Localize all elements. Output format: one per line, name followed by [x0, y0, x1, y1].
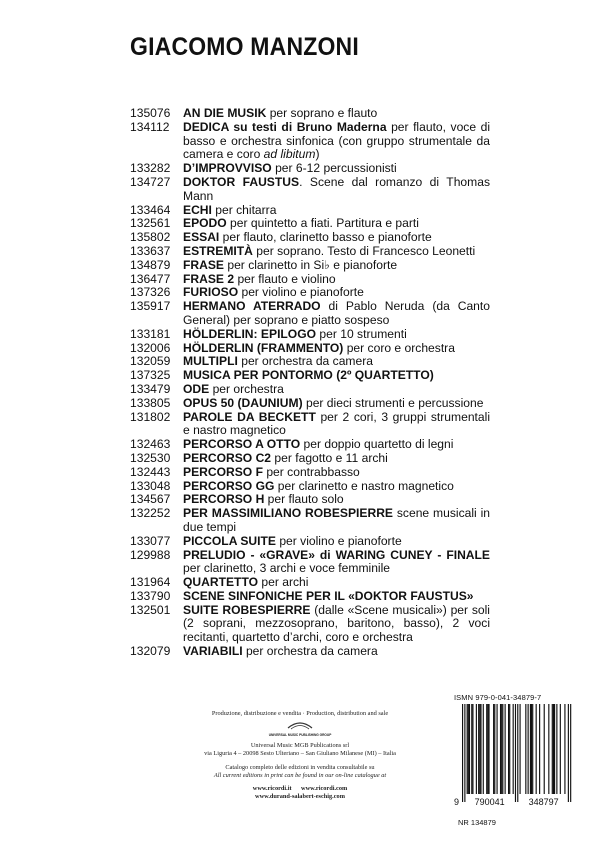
catalog-number: 132463: [130, 437, 171, 452]
catalog-description: [183, 328, 490, 342]
barcode-bar: [570, 704, 571, 802]
catalog-entry: [130, 493, 490, 507]
work-title: FRASE: [183, 257, 224, 272]
work-details: di Pablo Neruda (da Canto General) per soprano e piatto sospeso: [183, 299, 490, 327]
barcode-bar: [468, 704, 469, 794]
catalog-entry: [130, 397, 490, 411]
work-title: HÖLDERLIN (FRAMMENTO): [183, 340, 344, 355]
catalog-entry: [130, 259, 490, 273]
work-details-end: ): [315, 147, 320, 162]
ismn-label: ISMN 979-0-041-34879-7: [454, 693, 542, 702]
work-details: per fagotto e 11 archi: [271, 450, 388, 465]
barcode-bar: [517, 704, 518, 802]
barcode-bar: [531, 704, 532, 794]
catalog-entry: [130, 300, 490, 328]
barcode-bar: [530, 704, 531, 794]
work-details: per soprano. Testo di Francesco Leonetti: [252, 243, 476, 258]
catalog-entry: [130, 645, 490, 659]
barcode-bar: [494, 704, 495, 794]
url-durand[interactable]: www.durand-salabert-eschig.com: [255, 793, 345, 801]
barcode-bar: [548, 704, 549, 794]
catalog-entry: [130, 369, 490, 383]
catalog-entry: [130, 286, 490, 300]
catalog-description: [183, 645, 490, 659]
catalog-number: 134112: [130, 119, 170, 134]
barcode-bar: [525, 704, 526, 794]
barcode-bar: [528, 704, 529, 794]
catalog-description: [183, 286, 490, 300]
barcode-bar: [487, 704, 488, 794]
catalog-number: 133479: [130, 381, 171, 396]
catalog-entry: [130, 535, 490, 549]
catalog-description: [183, 300, 490, 328]
barcode-bar: [502, 704, 503, 794]
nr-label: NR 134879: [458, 818, 496, 827]
catalog-entry: [130, 355, 490, 369]
work-title: MUSICA PER PONTORMO (2º QUARTETTO): [183, 368, 434, 383]
catalog-entry: [130, 383, 490, 397]
catalog-number: 132006: [130, 340, 171, 355]
catalog-description: [183, 590, 490, 604]
work-details: per 6-12 percussionisti: [271, 161, 397, 176]
work-details: per dieci strumenti e percussione: [302, 395, 484, 410]
work-title: PERCORSO A OTTO: [183, 437, 301, 452]
work-title: OPUS 50 (DAUNIUM): [183, 395, 303, 410]
catalog-number: 134879: [130, 257, 171, 272]
work-title: DOKTOR FAUSTUS: [183, 174, 300, 189]
catalog-description: [183, 121, 490, 162]
logo-text: UNIVERSAL MUSIC PUBLISHING GROUP: [268, 733, 332, 737]
barcode-bar: [471, 704, 472, 794]
barcode-bar: [480, 704, 481, 794]
work-title: SCENE SINFONICHE PER IL «DOKTOR FAUSTUS»: [183, 588, 474, 603]
url-ricordi-com[interactable]: www.ricordi.com: [301, 785, 348, 793]
barcode-bar: [479, 704, 480, 794]
catalog-description: [183, 355, 490, 369]
barcode-bar: [464, 704, 465, 802]
catalog-list: [130, 107, 490, 659]
catalog-description: [183, 231, 490, 245]
catalog-description: [183, 162, 490, 176]
catalog-number: 132059: [130, 354, 171, 369]
barcode-bar: [564, 704, 565, 794]
barcode-bar: [469, 704, 470, 794]
work-title: ECHI: [183, 202, 212, 217]
work-details: per clarinetto in Si♭ e pianoforte: [224, 257, 398, 272]
work-details: per clarinetto, 3 archi e voce femminile: [183, 561, 391, 576]
catalog-number: 133048: [130, 478, 171, 493]
work-title: HÖLDERLIN: EPILOGO: [183, 326, 317, 341]
work-title: PICCOLA SUITE: [183, 533, 276, 548]
work-title: PERCORSO C2: [183, 450, 272, 465]
work-title: PER MASSIMILIANO ROBESPIERRE: [183, 506, 394, 521]
barcode-bar: [488, 704, 489, 794]
work-title: FRASE 2: [183, 271, 235, 286]
work-details: per violino e pianoforte: [275, 533, 402, 548]
catalog-number: 131802: [130, 409, 171, 424]
catalog-number: 133181: [130, 326, 171, 341]
barcode-bar: [467, 704, 468, 794]
catalog-description: [183, 535, 490, 549]
work-details: per doppio quartetto di legni: [300, 437, 454, 452]
barcode-block: [450, 693, 585, 808]
work-title: D’IMPROVVISO: [183, 161, 272, 176]
work-details: . Scene dal romanzo di Thomas Mann: [183, 174, 490, 203]
catalog-entry: [130, 604, 490, 645]
barcode-bar: [497, 704, 498, 794]
barcode-bar: [515, 704, 516, 802]
composer-name: GIACOMO MANZONI: [130, 33, 359, 61]
catalog-number: 132561: [130, 216, 171, 231]
work-title: FURIOSO: [183, 285, 239, 300]
catalog-number: 133790: [130, 588, 171, 603]
catalog-entry: [130, 231, 490, 245]
catalog-description: [183, 369, 490, 383]
work-title: DEDICA su testi di Bruno Maderna: [183, 119, 387, 134]
catalog-number: 132530: [130, 450, 171, 465]
work-title: QUARTETTO: [183, 575, 259, 590]
catalog-entry: [130, 438, 490, 452]
catalog-description: [183, 107, 490, 121]
catalog-entry: [130, 576, 490, 590]
catalog-number: 136477: [130, 271, 171, 286]
catalog-entry: [130, 411, 490, 439]
barcode-bar: [486, 704, 487, 794]
barcode-bar: [568, 704, 569, 802]
catalog-entry: [130, 549, 490, 577]
catalog-number: 134567: [130, 492, 171, 507]
work-details: per contrabbasso: [262, 464, 360, 479]
work-details: per orchestra: [209, 381, 284, 396]
svg-text:348797: 348797: [528, 797, 559, 807]
work-details-italic: ad libitum: [263, 147, 316, 162]
work-title: ESSAI: [183, 230, 220, 245]
work-details: per chitarra: [211, 202, 277, 217]
catalog-number: 135802: [130, 230, 171, 245]
catalog-entry: [130, 480, 490, 494]
catalog-number: 133637: [130, 243, 171, 258]
work-details: per quintetto a fiati. Partitura e parti: [226, 216, 419, 231]
catalog-number: 132252: [130, 506, 171, 521]
catalog-description: [183, 383, 490, 397]
catalog-description: [183, 176, 490, 204]
work-details: per clarinetto e nastro magnetico: [274, 478, 454, 493]
production-line: Produzione, distribuzione e vendita · Production, distribution and sale: [211, 710, 389, 717]
work-details: scene musicali in due tempi: [183, 506, 490, 534]
work-title: PAROLE DA BECKETT: [183, 409, 316, 424]
work-details: per flauto solo: [264, 492, 344, 507]
catalog-entry: [130, 328, 490, 342]
barcode-bar: [552, 704, 553, 794]
work-details: (dalle «Scene musicali») per soli (2 soprani, mezzosoprano, baritono, basso), 2 voci recitanti, quartetto d’archi, coro e orchestra: [183, 602, 490, 645]
work-title: MULTIPLI: [183, 354, 238, 369]
catalog-description: [183, 438, 490, 452]
catalog-number: 132443: [130, 464, 171, 479]
work-details: per flauto e violino: [234, 271, 336, 286]
work-details: per orchestra da camera: [242, 644, 378, 659]
barcode-bar: [556, 704, 557, 794]
barcode-bar: [462, 704, 463, 802]
catalog-number: 133464: [130, 202, 171, 217]
catalog-number: 132501: [130, 602, 171, 617]
publisher-address: via Liguria 4 – 20098 Sesto Ulteriano – San Giuliano Milanese (MI) – Italia: [204, 750, 396, 758]
work-details: per flauto, clarinetto basso e pianoforte: [219, 230, 432, 245]
catalog-entry: [130, 162, 490, 176]
publisher-name: Universal Music MGB Publications srl: [250, 742, 350, 750]
catalog-number: 133282: [130, 161, 171, 176]
catalog-number: 133077: [130, 533, 171, 548]
catalog-description: [183, 245, 490, 259]
barcode-bar: [476, 704, 477, 794]
barcode-bar: [505, 704, 506, 794]
barcode-bar: [554, 704, 555, 794]
work-details: per flauto, voce di basso e orchestra sinfonica (con gruppo strumentale da camera e coro: [183, 119, 491, 162]
barcode-bar: [532, 704, 533, 794]
catalog-description: [183, 342, 490, 356]
url-ricordi-it[interactable]: www.ricordi.it: [252, 785, 292, 793]
work-title: AN DIE MUSIK: [183, 106, 267, 120]
catalog-description: [183, 452, 490, 466]
work-details: per archi: [258, 575, 309, 590]
catalog-description: [183, 507, 490, 535]
catalog-description: [183, 259, 490, 273]
publisher-footer: [170, 710, 430, 801]
catalog-number: 137325: [130, 368, 171, 383]
work-title: SUITE ROBESPIERRE: [183, 602, 311, 617]
catalog-entry: [130, 176, 490, 204]
work-details: per soprano e flauto: [266, 106, 378, 120]
barcode-bar: [472, 704, 473, 794]
catalog-description: [183, 204, 490, 218]
barcode-bar: [509, 704, 510, 794]
catalog-entry: [130, 452, 490, 466]
catalog-entry: [130, 273, 490, 287]
catalog-note-it: Catalogo completo delle edizioni in vendita consultabile su: [225, 763, 375, 771]
work-details: per orchestra da camera: [237, 354, 373, 369]
catalog-description: [183, 549, 490, 577]
svg-text:9: 9: [454, 797, 460, 807]
barcode-bar: [500, 704, 501, 794]
catalog-number: 132079: [130, 644, 171, 659]
catalog-note-en: All current editions in print can be found in our on-line catalogue at: [213, 771, 387, 779]
work-details: per 2 cori, 3 gruppi strumentali e nastro magnetico: [183, 409, 491, 438]
barcode-bar: [501, 704, 502, 794]
catalog-description: [183, 397, 490, 411]
catalog-entry: [130, 107, 490, 121]
catalog-description: [183, 576, 490, 590]
barcode-bar: [520, 704, 521, 794]
catalog-entry: [130, 217, 490, 231]
catalog-entry: [130, 507, 490, 535]
work-title: PERCORSO F: [183, 464, 263, 479]
catalog-description: [183, 604, 490, 645]
catalog-entry: [130, 121, 490, 162]
catalog-description: [183, 480, 490, 494]
catalog-number: 133805: [130, 395, 171, 410]
catalog-entry: [130, 342, 490, 356]
barcode-bar: [478, 704, 479, 794]
catalog-number: 137326: [130, 285, 171, 300]
work-details: per violino e pianoforte: [238, 285, 364, 300]
barcode-bar: [536, 704, 537, 794]
barcode-bar: [513, 704, 514, 794]
catalog-number: 129988: [130, 547, 171, 562]
barcode-bar: [560, 704, 561, 794]
catalog-description: [183, 466, 490, 480]
work-title: HERMANO ATERRADO: [183, 299, 321, 314]
catalog-number: 135917: [130, 299, 171, 314]
work-title: PERCORSO GG: [183, 478, 275, 493]
barcode-bar: [539, 704, 540, 794]
work-details: per coro e orchestra: [343, 340, 455, 355]
barcode-bar: [483, 704, 484, 794]
barcode-bar: [493, 704, 494, 794]
catalog-number: 135076: [130, 106, 171, 120]
svg-text:790041: 790041: [474, 797, 505, 807]
work-title: ESTREMITÀ: [183, 243, 253, 258]
catalog-entry: [130, 590, 490, 604]
barcode-bar: [553, 704, 554, 794]
catalog-description: [183, 217, 490, 231]
work-details: per 10 strumenti: [316, 326, 407, 341]
catalog-entry: [130, 466, 490, 480]
barcode-bar: [508, 704, 509, 794]
work-title: PRELUDIO - «GRAVE» di WARING CUNEY - FINALE: [183, 547, 490, 562]
catalog-description: [183, 493, 490, 507]
catalog-number: 131964: [130, 575, 171, 590]
work-title: EPODO: [183, 216, 227, 231]
work-title: ODE: [183, 381, 210, 396]
work-title: VARIABILI: [183, 644, 243, 659]
work-title: PERCORSO H: [183, 492, 265, 507]
catalog-description: [183, 411, 490, 439]
catalog-description: [183, 273, 490, 287]
barcode-bar: [544, 704, 545, 794]
catalog-entry: [130, 204, 490, 218]
barcode: [450, 704, 582, 808]
catalog-number: 134727: [130, 174, 171, 189]
catalog-entry: [130, 245, 490, 259]
